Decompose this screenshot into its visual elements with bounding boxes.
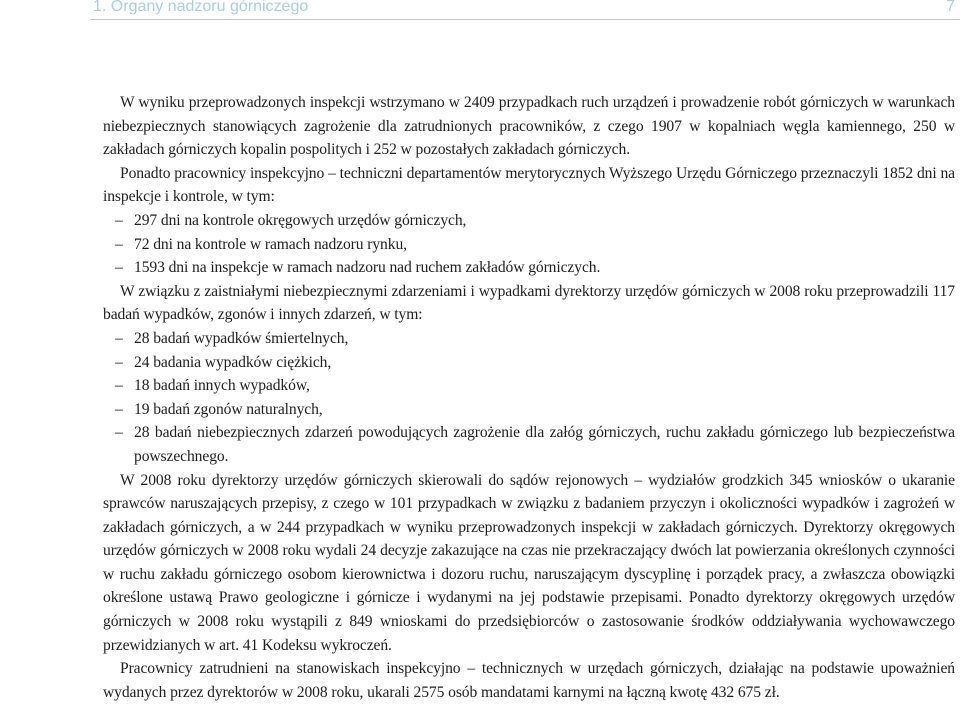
page-number: 7 <box>946 0 955 15</box>
paragraph: Ponadto pracownicy inspekcyjno – techniczni departamentów merytorycznych Wyższego Urzędu Górniczego przeznaczyli 1852 dni na inspekcje i kontrole, w tym: <box>103 164 955 206</box>
paragraph: Pracownicy zatrudnieni na stanowiskach inspekcyjno – technicznych w urzędach górniczych, działając na podstawie upoważnień wydanych przez dyrektorów w 2008 roku, ukarali 2575 osób mandatami karnymi na łączną kwotę 432 675 zł. <box>103 660 955 701</box>
list-item: – 24 badania wypadków ciężkich, <box>103 351 955 375</box>
list-item: – 28 badań wypadków śmiertelnych, <box>103 327 955 351</box>
paragraph: W 2008 roku dyrektorzy urzędów górniczych skierowali do sądów rejonowych – wydziałów grodzkich 345 wniosków o ukaranie sprawców naruszających przepisy, z czego w 101 przypadkach w związku z badaniem przyczyn i okoliczności wypadków i zagrożeń w zakładach górniczych, a w 244 przypadkach w wyniku przeprowadzonych inspekcji w zakładach górniczych. Dyrektorzy okręgowych urzędów górniczych w 2008 roku wydali 24 decyzje zakazujące na czas nie przekraczający dwóch lat powierzania określonych czynności w ruchu zakładu górniczego osobom kierownictwa i dozoru ruchu, naruszającym dyscyplinę i porządek pracy, a zwłaszcza obowiązki określone ustawą Prawo geologiczne i górnicze i wydanymi na jej podstawie przepisami. Ponadto dyrektorzy okręgowych urzędów górniczych w 2008 roku wystąpili z 849 wnioskami do przedsiębiorców o zastosowanie środków oddziaływania wychowawczego przewidzianych w art. 41 Kodeksu wykroczeń. <box>103 471 955 654</box>
chapter-title: 1. Organy nadzoru górniczego <box>93 0 309 15</box>
list-item: – 72 dni na kontrole w ramach nadzoru rynku, <box>103 233 955 257</box>
bullet-list <box>103 209 955 280</box>
list-item: – 297 dni na kontrole okręgowych urzędów górniczych, <box>103 209 955 233</box>
list-item: – 19 badań zgonów naturalnych, <box>103 398 955 422</box>
bullet-list <box>103 327 955 469</box>
list-item: – 18 badań innych wypadków, <box>103 374 955 398</box>
paragraph: W wyniku przeprowadzonych inspekcji wstrzymano w 2409 przypadkach ruch urządzeń i prowadzenie robót górniczych w warunkach niebezpiecznych stanowiących zagrożenie dla zatrudnionych pracowników, z czego 1907 w kopalniach węgla kamiennego, 250 w zakładach górniczych kopalin pospolitych i 252 w pozostałych zakładach górniczych. <box>103 94 955 159</box>
list-item: – 1593 dni na inspekcje w ramach nadzoru nad ruchem zakładów górniczych. <box>103 256 955 280</box>
page-header <box>90 0 960 20</box>
document-body <box>103 91 955 704</box>
list-item: – 28 badań niebezpiecznych zdarzeń powodujących zagrożenie dla załóg górniczych, ruchu zakładu górniczego lub bezpieczeństwa powszechnego. <box>103 421 955 468</box>
paragraph: W związku z zaistniałymi niebezpiecznymi zdarzeniami i wypadkami dyrektorzy urzędów górniczych w 2008 roku przeprowadzili 117 badań wypadków, zgonów i innych zdarzeń, w tym: <box>103 282 955 324</box>
